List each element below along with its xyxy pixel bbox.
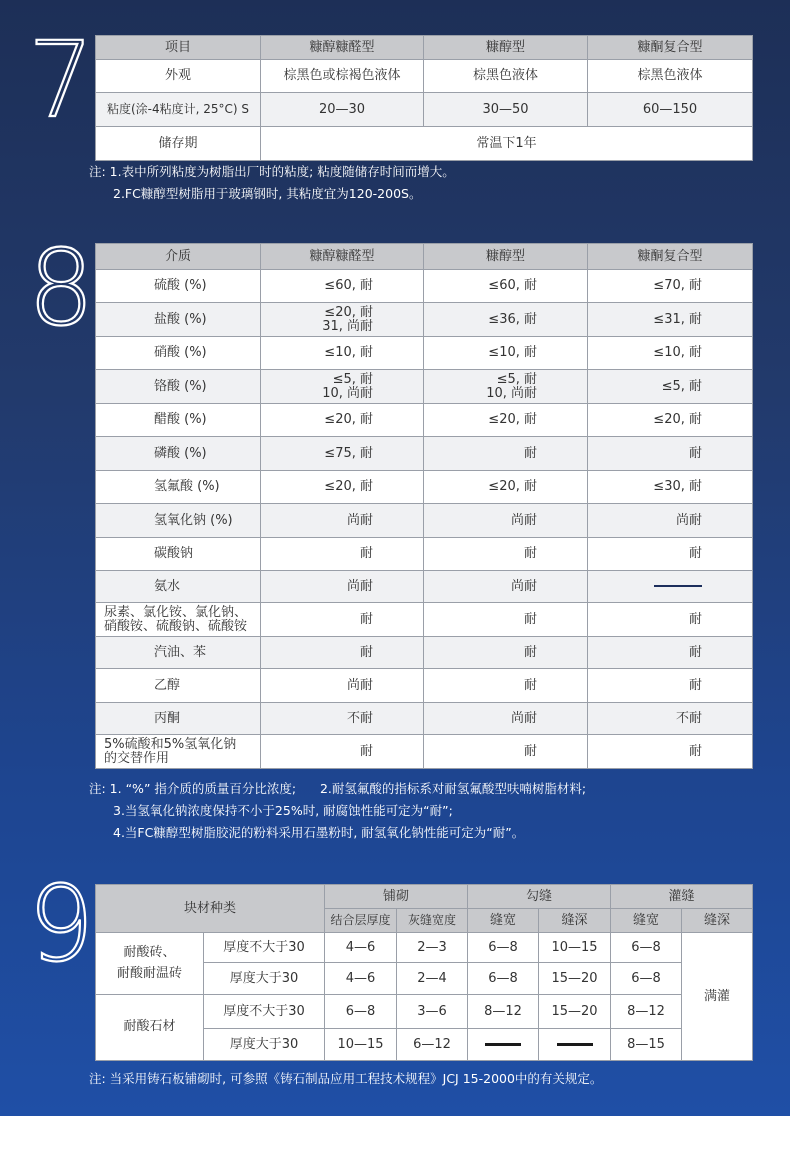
cell: 尚耐 (424, 703, 588, 735)
cell: 4—6 (325, 933, 397, 963)
cell: 棕黑色液体 (424, 60, 588, 93)
cell: ≤60, 耐 (424, 270, 588, 303)
cell: 15—20 (539, 963, 611, 995)
cell: 耐 (424, 637, 588, 669)
cell: ≤10, 耐 (424, 337, 588, 370)
cell: 耐 (588, 735, 753, 769)
cell: 尚耐 (261, 504, 424, 538)
table-row (96, 995, 753, 1029)
cell: 棕黑色液体 (588, 60, 753, 93)
cell: 10—15 (539, 933, 611, 963)
table-7-resin-properties (95, 35, 753, 161)
table-row (96, 370, 753, 404)
thickness-cell: 厚度大于30 (204, 963, 325, 995)
table-row (96, 303, 753, 337)
note-line: 注: 1.表中所列粘度为树脂出厂时的粘度; 粘度随储存时间而增大。 (89, 164, 455, 179)
table-row (96, 60, 753, 93)
table-row (96, 735, 753, 769)
note-line: 注: 当采用铸石板铺砌时, 可参照《铸石制品应用工程技术规程》JCJ 15-2000中的有关规定。 (89, 1071, 603, 1086)
table-7-header-row (96, 36, 753, 60)
table-row (96, 538, 753, 571)
cell: 耐 (424, 538, 588, 571)
cell: 耐 (588, 637, 753, 669)
table-row (96, 270, 753, 303)
cell: ≤20, 耐 (424, 404, 588, 437)
cell: 6—8 (468, 933, 539, 963)
note-line: 2.FC糠醇型树脂用于玻璃钢时, 其粘度宜为120-200S。 (113, 186, 422, 201)
note-line: 4.当FC糠醇型树脂胶泥的粉料采用石墨粉时, 耐氢氧化钠性能可定为“耐”。 (113, 825, 525, 840)
cell: ≤31, 耐 (588, 303, 753, 337)
table-row (96, 603, 753, 637)
header-furfuryl-furfural: 糠醇糠醛型 (261, 244, 424, 270)
table-9-joint-dimensions (95, 884, 753, 1061)
cell: ≤5, 耐 10, 尚耐 (424, 370, 588, 404)
cell: ≤60, 耐 (261, 270, 424, 303)
cell: 6—8 (611, 963, 682, 995)
table-row (96, 504, 753, 538)
cell: 耐 (424, 437, 588, 471)
cell: 粘度(涂-4粘度计, 25°C) S (96, 93, 261, 127)
cell: 尚耐 (261, 571, 424, 603)
cell: 2—4 (397, 963, 468, 995)
table-8-header-row (96, 244, 753, 270)
cell: 6—8 (468, 963, 539, 995)
header-furfuryl: 糠醇型 (424, 244, 588, 270)
table-row (96, 471, 753, 504)
cell: 常温下1年 (261, 127, 753, 161)
subheader: 缝宽 (468, 909, 539, 933)
cell: 耐 (261, 538, 424, 571)
cell: ≤36, 耐 (424, 303, 588, 337)
cell: 乙醇 (96, 669, 261, 703)
table-row (96, 437, 753, 471)
dash-mark (654, 585, 702, 587)
note-line: 3.当氢氧化钠浓度保持不小于25%时, 耐腐蚀性能可定为“耐”; (113, 803, 453, 818)
header-furfuryl: 糠醇型 (424, 36, 588, 60)
section-number-8: 8 (28, 227, 95, 349)
cell: ≤5, 耐 10, 尚耐 (261, 370, 424, 404)
block-name-cell: 耐酸石材 (96, 995, 204, 1061)
cell: 2—3 (397, 933, 468, 963)
cell: ≤5, 耐 (588, 370, 753, 404)
cell (468, 1029, 539, 1061)
section-number-7: 7 (28, 19, 95, 141)
cell: 不耐 (261, 703, 424, 735)
table-row (96, 93, 753, 127)
cell: 耐 (424, 603, 588, 637)
dash-mark (557, 1043, 593, 1046)
cell: 储存期 (96, 127, 261, 161)
cell (588, 571, 753, 603)
cell: 8—15 (611, 1029, 682, 1061)
cell (539, 1029, 611, 1061)
cell: 碳酸钠 (96, 538, 261, 571)
cell: 盐酸 (%) (96, 303, 261, 337)
cell: 外观 (96, 60, 261, 93)
cell: 氢氟酸 (%) (96, 471, 261, 504)
cell: 棕黑色或棕褐色液体 (261, 60, 424, 93)
cell: 耐 (261, 603, 424, 637)
cell: ≤20, 耐 (261, 404, 424, 437)
cell: 硝酸 (%) (96, 337, 261, 370)
table-row (96, 933, 753, 963)
cell: 6—12 (397, 1029, 468, 1061)
cell: 4—6 (325, 963, 397, 995)
cell: 耐 (588, 437, 753, 471)
cell: 耐 (424, 669, 588, 703)
header-grouting: 灌缝 (611, 885, 753, 909)
cell: 耐 (261, 735, 424, 769)
cell: 耐 (261, 637, 424, 669)
cell: 氢氧化钠 (%) (96, 504, 261, 538)
section-number-9: 9 (28, 863, 95, 985)
subheader: 灰缝宽度 (397, 909, 468, 933)
thickness-cell: 厚度不大于30 (204, 995, 325, 1029)
cell: 30—50 (424, 93, 588, 127)
header-medium: 介质 (96, 244, 261, 270)
note-9 (89, 1068, 602, 1090)
cell: ≤10, 耐 (261, 337, 424, 370)
header-ketone-composite: 糠酮复合型 (588, 244, 753, 270)
cell: 耐 (588, 669, 753, 703)
notes-7 (89, 161, 455, 205)
table-row (96, 669, 753, 703)
cell: 磷酸 (%) (96, 437, 261, 471)
subheader: 缝深 (539, 909, 611, 933)
cell: ≤20, 耐 (261, 471, 424, 504)
header-pointing: 勾缝 (468, 885, 611, 909)
cell: ≤30, 耐 (588, 471, 753, 504)
block-name-cell: 耐酸砖、 耐酸耐温砖 (96, 933, 204, 995)
cell: 硫酸 (%) (96, 270, 261, 303)
cell: 丙酮 (96, 703, 261, 735)
cell: 尿素、氯化铵、氯化钠、 硝酸铵、硫酸钠、硫酸铵 (96, 603, 261, 637)
table-8-chemical-resistance (95, 243, 753, 769)
header-item: 项目 (96, 36, 261, 60)
dash-mark (485, 1043, 521, 1046)
cell: 尚耐 (261, 669, 424, 703)
cell: 铬酸 (%) (96, 370, 261, 404)
cell: 6—8 (611, 933, 682, 963)
table-row (96, 337, 753, 370)
cell: 3—6 (397, 995, 468, 1029)
table-row (96, 571, 753, 603)
cell: 15—20 (539, 995, 611, 1029)
cell: ≤20, 耐 31, 尚耐 (261, 303, 424, 337)
subheader: 缝深 (682, 909, 753, 933)
notes-8 (89, 778, 586, 844)
cell: 8—12 (611, 995, 682, 1029)
cell: 20—30 (261, 93, 424, 127)
cell: 10—15 (325, 1029, 397, 1061)
subheader: 缝宽 (611, 909, 682, 933)
fill-depth-cell: 满灌 (682, 933, 753, 1061)
cell: ≤20, 耐 (424, 471, 588, 504)
cell: 汽油、苯 (96, 637, 261, 669)
cell: 尚耐 (424, 571, 588, 603)
cell: 尚耐 (588, 504, 753, 538)
thickness-cell: 厚度大于30 (204, 1029, 325, 1061)
table-9-group-header-row (96, 885, 753, 909)
cell: ≤75, 耐 (261, 437, 424, 471)
thickness-cell: 厚度不大于30 (204, 933, 325, 963)
header-laying: 铺砌 (325, 885, 468, 909)
header-ketone-composite: 糠酮复合型 (588, 36, 753, 60)
cell: 8—12 (468, 995, 539, 1029)
cell: 耐 (588, 538, 753, 571)
cell: ≤10, 耐 (588, 337, 753, 370)
table-row (96, 637, 753, 669)
table-row (96, 703, 753, 735)
cell: ≤20, 耐 (588, 404, 753, 437)
subheader: 结合层厚度 (325, 909, 397, 933)
header-furfuryl-furfural: 糠醇糠醛型 (261, 36, 424, 60)
cell: ≤70, 耐 (588, 270, 753, 303)
cell: 醋酸 (%) (96, 404, 261, 437)
table-row (96, 404, 753, 437)
cell: 6—8 (325, 995, 397, 1029)
header-block-type: 块材种类 (96, 885, 325, 933)
cell: 不耐 (588, 703, 753, 735)
cell: 5%硫酸和5%氢氧化钠 的交替作用 (96, 735, 261, 769)
cell: 尚耐 (424, 504, 588, 538)
cell: 耐 (588, 603, 753, 637)
cell: 耐 (424, 735, 588, 769)
note-line: 注: 1. “%” 指介质的质量百分比浓度; 2.耐氢氟酸的指标系对耐氢氟酸型呋喃树脂材料; (89, 781, 587, 796)
cell: 氨水 (96, 571, 261, 603)
table-row (96, 127, 753, 161)
cell: 60—150 (588, 93, 753, 127)
